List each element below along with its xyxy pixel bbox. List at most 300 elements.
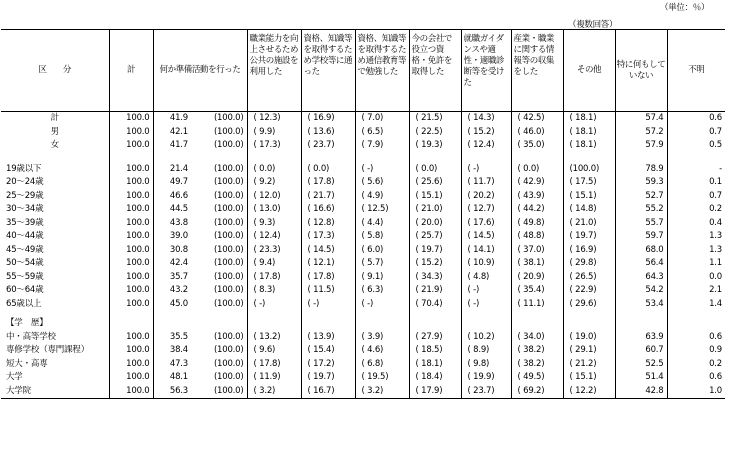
table-row bbox=[1, 163, 725, 177]
row-sub-value bbox=[301, 317, 355, 331]
row-unknown: 1.1 bbox=[709, 258, 723, 268]
row-sub-value: ( 12.4) bbox=[247, 230, 301, 244]
row-sub-value: ( 15.1) bbox=[563, 371, 615, 385]
header-sub-public-facility: 職業能力を向上させるため公共の施設を利用した bbox=[247, 30, 301, 112]
row-sub-value: ( -) bbox=[355, 298, 409, 312]
table-row bbox=[1, 217, 725, 231]
row-nothing: 52.5 bbox=[615, 358, 667, 372]
row-did-total: (100.0) bbox=[191, 176, 247, 190]
row-sub-value: ( 25.7) bbox=[409, 230, 461, 244]
row-nothing: 60.7 bbox=[615, 344, 667, 358]
row-nothing: 64.3 bbox=[615, 271, 667, 285]
header-sub-guidance: 就職ガイダンスや適性・適職診断等を受けた bbox=[461, 30, 511, 112]
row-sub-value: ( 14.3) bbox=[461, 112, 511, 126]
row-did: 35.5 bbox=[169, 331, 188, 342]
row-did-total: (100.0) bbox=[191, 190, 247, 204]
row-nothing: 55.7 bbox=[615, 217, 667, 231]
section-heading: 【学 歴】 bbox=[1, 317, 109, 331]
unit-note: （単位：％） bbox=[660, 3, 710, 13]
row-nothing: 52.7 bbox=[615, 190, 667, 204]
row-sub-value: ( 15.1) bbox=[409, 190, 461, 204]
row-sub-value: ( 8.3) bbox=[247, 284, 301, 298]
row-did-total: (100.0) bbox=[191, 344, 247, 358]
row-sub-value: ( 13.6) bbox=[301, 126, 355, 140]
row-sub-value: ( 17.6) bbox=[461, 217, 511, 231]
row-sub-value: ( 17.3) bbox=[301, 230, 355, 244]
row-sub-value: ( 17.8) bbox=[247, 271, 301, 285]
row-sub-value: ( 14.1) bbox=[461, 244, 511, 258]
row-total bbox=[109, 153, 153, 163]
row-sub-value: ( 34.0) bbox=[511, 331, 563, 345]
row-sub-value: ( 6.5) bbox=[355, 126, 409, 140]
row-sub-value: ( 5.7) bbox=[355, 257, 409, 271]
row-sub-value: ( 13.2) bbox=[247, 331, 301, 345]
row-sub-value: ( 9.3) bbox=[247, 217, 301, 231]
row-sub-value: ( 69.2) bbox=[511, 385, 563, 399]
table-header bbox=[1, 30, 725, 112]
row-unknown: 1.0 bbox=[667, 385, 725, 399]
row-total bbox=[109, 317, 153, 331]
row-sub-value bbox=[461, 317, 511, 331]
row-label: 20～24歳 bbox=[1, 176, 109, 190]
row-sub-value: ( 12.4) bbox=[461, 139, 511, 153]
row-total: 100.0 bbox=[109, 126, 153, 140]
row-label: 25～29歳 bbox=[1, 190, 109, 204]
row-sub-value: ( -) bbox=[461, 163, 511, 177]
row-sub-value: ( 15.4) bbox=[301, 344, 355, 358]
row-sub-value: ( 18.1) bbox=[563, 112, 615, 126]
row-unknown: 0.6 bbox=[709, 331, 723, 342]
row-sub-value: ( 19.0) bbox=[563, 331, 615, 345]
row-nothing: 53.4 bbox=[615, 298, 667, 312]
header-sub-school: 資格、知識等を取得するため学校等に通った bbox=[301, 30, 355, 112]
row-sub-value: ( 19.9) bbox=[461, 371, 511, 385]
table-row bbox=[1, 298, 725, 312]
row-did-total: (100.0) bbox=[191, 298, 247, 312]
row-sub-value bbox=[461, 153, 511, 163]
row-sub-value: ( 12.8) bbox=[301, 217, 355, 231]
row-nothing: 59.7 bbox=[615, 230, 667, 244]
row-nothing: 55.2 bbox=[615, 203, 667, 217]
survey-table bbox=[1, 29, 725, 399]
row-total: 100.0 bbox=[109, 298, 153, 312]
row-unknown: 1.3 bbox=[709, 244, 723, 255]
table-row bbox=[1, 176, 725, 190]
row-did-total: (100.0) bbox=[191, 163, 247, 177]
table-row bbox=[1, 358, 725, 372]
row-sub-value: ( 12.2) bbox=[563, 385, 615, 399]
row-sub-value: ( 42.5) bbox=[511, 112, 563, 126]
row-unknown: 0.2 bbox=[709, 358, 723, 369]
header-unknown: 不明 bbox=[667, 30, 725, 112]
row-did: 41.9 bbox=[169, 113, 188, 123]
row-sub-value: ( 21.9) bbox=[409, 284, 461, 298]
row-sub-value: ( 6.8) bbox=[355, 358, 409, 372]
row-did-total: (100.0) bbox=[191, 331, 247, 345]
row-sub-value: ( 0.0) bbox=[247, 163, 301, 177]
row-sub-value: ( 43.9) bbox=[511, 190, 563, 204]
row-sub-value: ( 18.1) bbox=[563, 126, 615, 140]
row-total: 100.0 bbox=[109, 176, 153, 190]
row-sub-value: (100.0) bbox=[563, 163, 615, 177]
row-label: 短大・高専 bbox=[1, 358, 109, 372]
row-nothing bbox=[615, 153, 667, 163]
row-sub-value: ( 17.2) bbox=[301, 358, 355, 372]
row-did-total bbox=[191, 153, 247, 163]
row-nothing: 54.2 bbox=[615, 284, 667, 298]
row-unknown: 0.7 bbox=[709, 126, 723, 137]
row-sub-value: ( 16.6) bbox=[301, 203, 355, 217]
table-row bbox=[1, 153, 725, 163]
header-category: 区 分 bbox=[1, 30, 109, 112]
row-sub-value bbox=[355, 317, 409, 331]
row-sub-value: ( 3.2) bbox=[355, 385, 409, 399]
table-body bbox=[1, 112, 725, 399]
row-unknown bbox=[667, 317, 725, 331]
row-unknown: 0.6 bbox=[709, 113, 723, 123]
row-did: 30.8 bbox=[169, 244, 188, 255]
row-did-total: (100.0) bbox=[191, 244, 247, 258]
row-did: 42.1 bbox=[169, 126, 188, 137]
row-sub-value: ( 10.2) bbox=[461, 331, 511, 345]
row-sub-value: ( 17.9) bbox=[409, 385, 461, 399]
row-total: 100.0 bbox=[109, 217, 153, 231]
row-sub-value: ( 19.3) bbox=[409, 139, 461, 153]
header-did-preparation: 何か準備活動を行った bbox=[153, 30, 247, 112]
row-label: 50～54歳 bbox=[1, 257, 109, 271]
row-sub-value bbox=[563, 153, 615, 163]
row-sub-value: ( 42.9) bbox=[511, 176, 563, 190]
row-sub-value: ( 5.8) bbox=[355, 230, 409, 244]
row-did-total: (100.0) bbox=[191, 358, 247, 372]
row-sub-value: ( 9.9) bbox=[247, 126, 301, 140]
table-row bbox=[1, 371, 725, 385]
row-sub-value: ( 17.8) bbox=[247, 358, 301, 372]
row-sub-value: ( 13.9) bbox=[301, 331, 355, 345]
row-sub-value: ( 7.0) bbox=[355, 112, 409, 126]
row-sub-value: ( 11.9) bbox=[247, 371, 301, 385]
row-sub-value: ( 12.1) bbox=[301, 257, 355, 271]
row-sub-value: ( 18.5) bbox=[409, 344, 461, 358]
row-label: 45～49歳 bbox=[1, 244, 109, 258]
row-nothing: 63.9 bbox=[615, 331, 667, 345]
row-sub-value: ( 20.9) bbox=[511, 271, 563, 285]
row-sub-value: ( 20.2) bbox=[461, 190, 511, 204]
row-did-total: (100.0) bbox=[191, 385, 247, 399]
table-row bbox=[1, 126, 725, 140]
table-row bbox=[1, 230, 725, 244]
row-did: 39.0 bbox=[169, 231, 188, 241]
row-did-total: (100.0) bbox=[191, 230, 247, 244]
row-sub-value: ( 18.1) bbox=[409, 358, 461, 372]
row-sub-value: ( 11.5) bbox=[301, 284, 355, 298]
row-unknown: 0.1 bbox=[709, 177, 723, 187]
row-label: 30～34歳 bbox=[1, 203, 109, 217]
row-sub-value: ( 13.0) bbox=[247, 203, 301, 217]
row-did: 49.7 bbox=[169, 177, 188, 187]
row-nothing: 59.3 bbox=[615, 176, 667, 190]
row-did-total: (100.0) bbox=[191, 112, 247, 126]
row-nothing: 57.2 bbox=[615, 126, 667, 140]
row-sub-value: ( 16.7) bbox=[301, 385, 355, 399]
row-total: 100.0 bbox=[109, 112, 153, 126]
row-unknown: 0.4 bbox=[709, 217, 723, 228]
row-sub-value: ( 0.0) bbox=[409, 163, 461, 177]
header-total: 計 bbox=[109, 30, 153, 112]
table-row bbox=[1, 112, 725, 126]
header-nothing: 特に何もしていない bbox=[615, 30, 667, 112]
row-sub-value: ( 19.7) bbox=[301, 371, 355, 385]
row-sub-value: ( 4.8) bbox=[461, 271, 511, 285]
row-sub-value bbox=[563, 317, 615, 331]
row-sub-value: ( 7.9) bbox=[355, 139, 409, 153]
row-sub-value: ( 21.0) bbox=[409, 203, 461, 217]
row-did: 46.6 bbox=[169, 190, 188, 201]
row-total: 100.0 bbox=[109, 190, 153, 204]
row-sub-value: ( 48.8) bbox=[511, 230, 563, 244]
row-unknown: 0.2 bbox=[709, 204, 723, 214]
row-did: 42.4 bbox=[169, 258, 188, 268]
row-sub-value: ( 11.7) bbox=[461, 176, 511, 190]
row-sub-value: ( 12.0) bbox=[247, 190, 301, 204]
row-total: 100.0 bbox=[109, 230, 153, 244]
row-sub-value: ( -) bbox=[461, 298, 511, 312]
row-total: 100.0 bbox=[109, 203, 153, 217]
row-unknown: 0.5 bbox=[709, 140, 723, 150]
row-did: 43.2 bbox=[169, 285, 188, 295]
row-unknown bbox=[667, 153, 725, 163]
row-did: 47.3 bbox=[169, 358, 188, 369]
row-sub-value: ( 12.3) bbox=[247, 112, 301, 126]
row-sub-value: ( 9.4) bbox=[247, 257, 301, 271]
table-row bbox=[1, 284, 725, 298]
row-sub-value: ( 38.1) bbox=[511, 257, 563, 271]
row-sub-value: ( 12.7) bbox=[461, 203, 511, 217]
table-row bbox=[1, 271, 725, 285]
table-row bbox=[1, 257, 725, 271]
row-sub-value: ( 11.1) bbox=[511, 298, 563, 312]
row-label: 40～44歳 bbox=[1, 230, 109, 244]
row-sub-value: ( 14.8) bbox=[563, 203, 615, 217]
row-sub-value: ( 23.3) bbox=[247, 244, 301, 258]
row-sub-value: ( 19.7) bbox=[409, 244, 461, 258]
row-nothing: 57.4 bbox=[615, 112, 667, 126]
table-row bbox=[1, 344, 725, 358]
row-sub-value: ( 34.3) bbox=[409, 271, 461, 285]
row-sub-value: ( -) bbox=[247, 298, 301, 312]
row-total: 100.0 bbox=[109, 257, 153, 271]
row-sub-value: ( 0.0) bbox=[511, 163, 563, 177]
row-sub-value: ( 15.1) bbox=[563, 190, 615, 204]
row-did bbox=[153, 153, 191, 163]
row-sub-value: ( 6.0) bbox=[355, 244, 409, 258]
row-sub-value: ( 8.9) bbox=[461, 344, 511, 358]
row-did: 21.4 bbox=[169, 163, 188, 174]
row-did: 45.0 bbox=[169, 298, 188, 309]
row-nothing: 78.9 bbox=[615, 163, 667, 177]
row-sub-value: ( 18.1) bbox=[563, 139, 615, 153]
row-label: 専修学校（専門課程） bbox=[1, 344, 109, 358]
row-sub-value: ( 26.5) bbox=[563, 271, 615, 285]
row-total: 100.0 bbox=[109, 271, 153, 285]
row-sub-value: ( 29.1) bbox=[563, 344, 615, 358]
row-total: 100.0 bbox=[109, 284, 153, 298]
table-row bbox=[1, 244, 725, 258]
row-sub-value bbox=[247, 153, 301, 163]
table-row bbox=[1, 331, 725, 345]
row-label: 大学 bbox=[1, 371, 109, 385]
row-sub-value: ( 38.2) bbox=[511, 358, 563, 372]
row-sub-value: ( 44.2) bbox=[511, 203, 563, 217]
row-did-total: (100.0) bbox=[191, 217, 247, 231]
row-sub-value: ( 0.0) bbox=[301, 163, 355, 177]
row-label: 男 bbox=[1, 126, 109, 140]
row-sub-value: ( 12.5) bbox=[355, 203, 409, 217]
row-sub-value: ( -) bbox=[355, 163, 409, 177]
row-sub-value: ( 25.6) bbox=[409, 176, 461, 190]
row-nothing: 68.0 bbox=[615, 244, 667, 258]
table-row bbox=[1, 139, 725, 153]
row-did bbox=[153, 317, 191, 331]
row-did-total: (100.0) bbox=[191, 284, 247, 298]
row-sub-value: ( 9.1) bbox=[355, 271, 409, 285]
row-sub-value bbox=[301, 153, 355, 163]
row-did: 43.8 bbox=[169, 217, 188, 228]
row-unknown: 1.4 bbox=[709, 298, 723, 309]
row-unknown: 0.9 bbox=[709, 345, 723, 355]
row-sub-value bbox=[511, 317, 563, 331]
row-sub-value: ( 29.6) bbox=[563, 298, 615, 312]
row-did-total: (100.0) bbox=[191, 203, 247, 217]
row-sub-value: ( 21.0) bbox=[563, 217, 615, 231]
row-sub-value: ( 9.6) bbox=[247, 344, 301, 358]
row-sub-value bbox=[409, 317, 461, 331]
row-label: 計 bbox=[1, 112, 109, 126]
header-sub-information: 産業・職業に関する情報等の収集をした bbox=[511, 30, 563, 112]
multiple-answer-note: （複数回答） bbox=[568, 20, 618, 30]
row-total: 100.0 bbox=[109, 331, 153, 345]
row-sub-value: ( 6.3) bbox=[355, 284, 409, 298]
row-sub-value: ( 14.5) bbox=[301, 244, 355, 258]
row-did: 44.5 bbox=[169, 204, 188, 214]
row-sub-value bbox=[409, 153, 461, 163]
row-sub-value: ( 23.7) bbox=[301, 139, 355, 153]
header-sub-license: 今の会社で役立つ資格・免許を取得した bbox=[409, 30, 461, 112]
row-total: 100.0 bbox=[109, 385, 153, 399]
row-sub-value: ( 4.9) bbox=[355, 190, 409, 204]
row-did-total bbox=[191, 317, 247, 331]
row-sub-value: ( 70.4) bbox=[409, 298, 461, 312]
row-sub-value: ( 46.0) bbox=[511, 126, 563, 140]
row-unknown: 0.0 bbox=[709, 271, 723, 282]
row-total: 100.0 bbox=[109, 344, 153, 358]
row-sub-value: ( 19.5) bbox=[355, 371, 409, 385]
row-unknown: 0.6 bbox=[709, 372, 723, 382]
row-sub-value: ( 37.0) bbox=[511, 244, 563, 258]
row-sub-value: ( 17.3) bbox=[247, 139, 301, 153]
row-unknown: 1.3 bbox=[709, 231, 723, 241]
row-sub-value: ( 21.7) bbox=[301, 190, 355, 204]
table-row bbox=[1, 203, 725, 217]
row-sub-value bbox=[247, 317, 301, 331]
row-sub-value bbox=[511, 153, 563, 163]
row-sub-value: ( 5.6) bbox=[355, 176, 409, 190]
row-sub-value: ( 3.9) bbox=[355, 331, 409, 345]
row-nothing bbox=[615, 317, 667, 331]
row-sub-value: ( 29.8) bbox=[563, 257, 615, 271]
row-did-total: (100.0) bbox=[191, 139, 247, 153]
row-nothing: 57.9 bbox=[615, 139, 667, 153]
table-row bbox=[1, 190, 725, 204]
row-label: 65歳以上 bbox=[1, 298, 109, 312]
row-label: 55～59歳 bbox=[1, 271, 109, 285]
row-label: 19歳以下 bbox=[1, 163, 109, 177]
row-sub-value: ( 21.5) bbox=[409, 112, 461, 126]
row-total: 100.0 bbox=[109, 163, 153, 177]
row-sub-value: ( -) bbox=[461, 284, 511, 298]
row-sub-value: ( 20.0) bbox=[409, 217, 461, 231]
row-sub-value: ( 14.5) bbox=[461, 230, 511, 244]
row-total: 100.0 bbox=[109, 371, 153, 385]
row-sub-value: ( 9.2) bbox=[247, 176, 301, 190]
section-heading-row bbox=[1, 317, 725, 331]
row-sub-value: ( 21.2) bbox=[563, 358, 615, 372]
row-sub-value: ( 38.2) bbox=[511, 344, 563, 358]
row-sub-value: ( 10.9) bbox=[461, 257, 511, 271]
row-total: 100.0 bbox=[109, 358, 153, 372]
row-sub-value: ( -) bbox=[301, 298, 355, 312]
row-sub-value: ( 15.2) bbox=[409, 257, 461, 271]
row-sub-value: ( 22.5) bbox=[409, 126, 461, 140]
row-sub-value: ( 3.2) bbox=[247, 385, 301, 399]
row-sub-value: ( 19.7) bbox=[563, 230, 615, 244]
row-sub-value: ( 49.8) bbox=[511, 217, 563, 231]
row-sub-value: ( 35.0) bbox=[511, 139, 563, 153]
row-sub-value: ( 35.4) bbox=[511, 284, 563, 298]
row-sub-value: ( 17.8) bbox=[301, 176, 355, 190]
row-unknown: 2.1 bbox=[709, 285, 723, 295]
row-sub-value: ( 22.9) bbox=[563, 284, 615, 298]
row-label bbox=[1, 153, 109, 163]
row-nothing: 51.4 bbox=[615, 371, 667, 385]
row-label: 中・高等学校 bbox=[1, 331, 109, 345]
row-did-total: (100.0) bbox=[191, 371, 247, 385]
header-sub-other: その他 bbox=[563, 30, 615, 112]
row-sub-value: ( 49.5) bbox=[511, 371, 563, 385]
row-label: 35～39歳 bbox=[1, 217, 109, 231]
row-sub-value: ( 18.4) bbox=[409, 371, 461, 385]
row-did: 38.4 bbox=[169, 345, 188, 355]
row-label: 60～64歳 bbox=[1, 284, 109, 298]
row-sub-value: ( 4.4) bbox=[355, 217, 409, 231]
row-did-total: (100.0) bbox=[191, 271, 247, 285]
row-did: 48.1 bbox=[169, 372, 188, 382]
row-sub-value: ( 23.7) bbox=[461, 385, 511, 399]
row-total: 100.0 bbox=[109, 139, 153, 153]
row-did: 35.7 bbox=[169, 271, 188, 282]
row-label: 女 bbox=[1, 139, 109, 153]
row-did: 41.7 bbox=[169, 140, 188, 150]
table-row bbox=[1, 385, 725, 399]
row-unknown: 0.7 bbox=[709, 190, 723, 201]
row-sub-value: ( 16.9) bbox=[563, 244, 615, 258]
row-sub-value: ( 16.9) bbox=[301, 112, 355, 126]
row-sub-value: ( 27.9) bbox=[409, 331, 461, 345]
row-did-total: (100.0) bbox=[191, 257, 247, 271]
row-sub-value: ( 9.8) bbox=[461, 358, 511, 372]
row-did-total: (100.0) bbox=[191, 126, 247, 140]
row-did: 56.3 bbox=[153, 385, 191, 399]
